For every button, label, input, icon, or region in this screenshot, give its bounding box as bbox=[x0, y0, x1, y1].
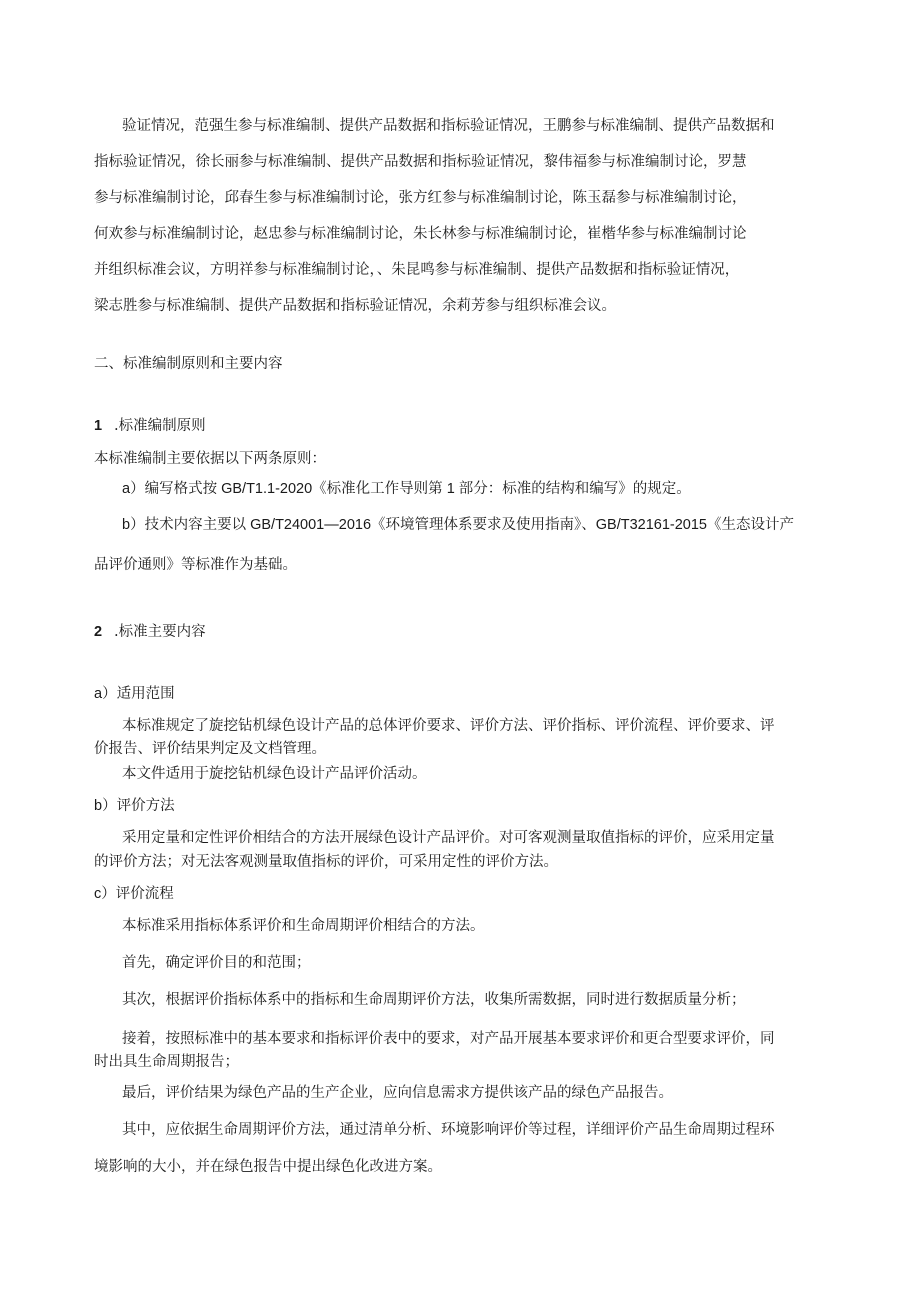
intro-line-2: 指标验证情况，徐长丽参与标准编制、提供产品数据和指标验证情况，黎伟福参与标准编制讨论，罗慧 bbox=[94, 154, 747, 170]
process-p2: 首先，确定评价目的和范围； bbox=[122, 955, 311, 971]
subsection-1-title: .标准编制原则 bbox=[114, 418, 206, 434]
section-heading: 二、标准编制原则和主要内容 bbox=[94, 356, 283, 372]
process-p1: 本标准采用指标体系评价和生命周期评价相结合的方法。 bbox=[122, 918, 485, 934]
process-p5: 最后，评价结果为绿色产品的生产企业，应向信息需求方提供该产品的绿色产品报告。 bbox=[122, 1085, 673, 1101]
intro-line-5: 并组织标准会议，方明祥参与标准编制讨论，、朱昆鸣参与标准编制、提供产品数据和指标验证情况， bbox=[94, 262, 740, 278]
principle-b-line-1: b）技术内容主要以 GB/T24001—2016《环境管理体系要求及使用指南》、GB/T32161-2015《生态设计产 bbox=[122, 517, 794, 533]
subsection-1-number: 1 bbox=[94, 418, 103, 434]
process-label: c）评价流程 bbox=[94, 886, 174, 902]
subsection-1-heading bbox=[94, 416, 206, 436]
scope-line-3: 本文件适用于旋挖钻机绿色设计产品评价活动。 bbox=[122, 766, 427, 782]
subsection-2-heading bbox=[94, 622, 206, 642]
intro-line-6: 梁志胜参与标准编制、提供产品数据和指标验证情况，余莉芳参与组织标准会议。 bbox=[94, 298, 616, 314]
process-p4-line-2: 时出具生命周期报告； bbox=[94, 1054, 239, 1070]
subsection-2-title: .标准主要内容 bbox=[114, 624, 206, 640]
principles-intro: 本标准编制主要依据以下两条原则： bbox=[94, 451, 326, 467]
process-p4-line-1: 接着，按照标准中的基本要求和指标评价表中的要求，对产品开展基本要求评价和更合型要求评价，同 bbox=[122, 1031, 775, 1047]
scope-line-1: 本标准规定了旋挖钻机绿色设计产品的总体评价要求、评价方法、评价指标、评价流程、评价要求、评 bbox=[122, 718, 775, 734]
process-p3: 其次，根据评价指标体系中的指标和生命周期评价方法，收集所需数据，同时进行数据质量分析； bbox=[122, 992, 746, 1008]
principle-a: a）编写格式按 GB/T1.1-2020《标准化工作导则第 1 部分：标准的结构和编写》的规定。 bbox=[122, 481, 691, 497]
intro-line-1: 验证情况，范强生参与标准编制、提供产品数据和指标验证情况，王鹏参与标准编制、提供产品数据和 bbox=[122, 118, 775, 134]
process-p6-line-2: 境影响的大小，并在绿色报告中提出绿色化改进方案。 bbox=[94, 1159, 442, 1175]
scope-line-2: 价报告、评价结果判定及文档管理。 bbox=[94, 741, 326, 757]
method-label: b）评价方法 bbox=[94, 798, 175, 814]
method-line-2: 的评价方法；对无法客观测量取值指标的评价，可采用定性的评价方法。 bbox=[94, 854, 558, 870]
subsection-2-number: 2 bbox=[94, 624, 103, 640]
principle-b-line-2: 品评价通则》等标准作为基础。 bbox=[94, 557, 297, 573]
intro-line-4: 何欢参与标准编制讨论，赵忠参与标准编制讨论，朱长林参与标准编制讨论，崔楷华参与标准编制讨论 bbox=[94, 226, 747, 242]
scope-label: a）适用范围 bbox=[94, 686, 175, 702]
method-line-1: 采用定量和定性评价相结合的方法开展绿色设计产品评价。对可客观测量取值指标的评价，应采用定量 bbox=[122, 830, 775, 846]
process-p6-line-1: 其中，应依据生命周期评价方法，通过清单分析、环境影响评价等过程，详细评价产品生命周期过程环 bbox=[122, 1122, 775, 1138]
intro-line-3: 参与标准编制讨论，邱春生参与标准编制讨论，张方红参与标准编制讨论，陈玉磊参与标准编制讨论， bbox=[94, 190, 747, 206]
